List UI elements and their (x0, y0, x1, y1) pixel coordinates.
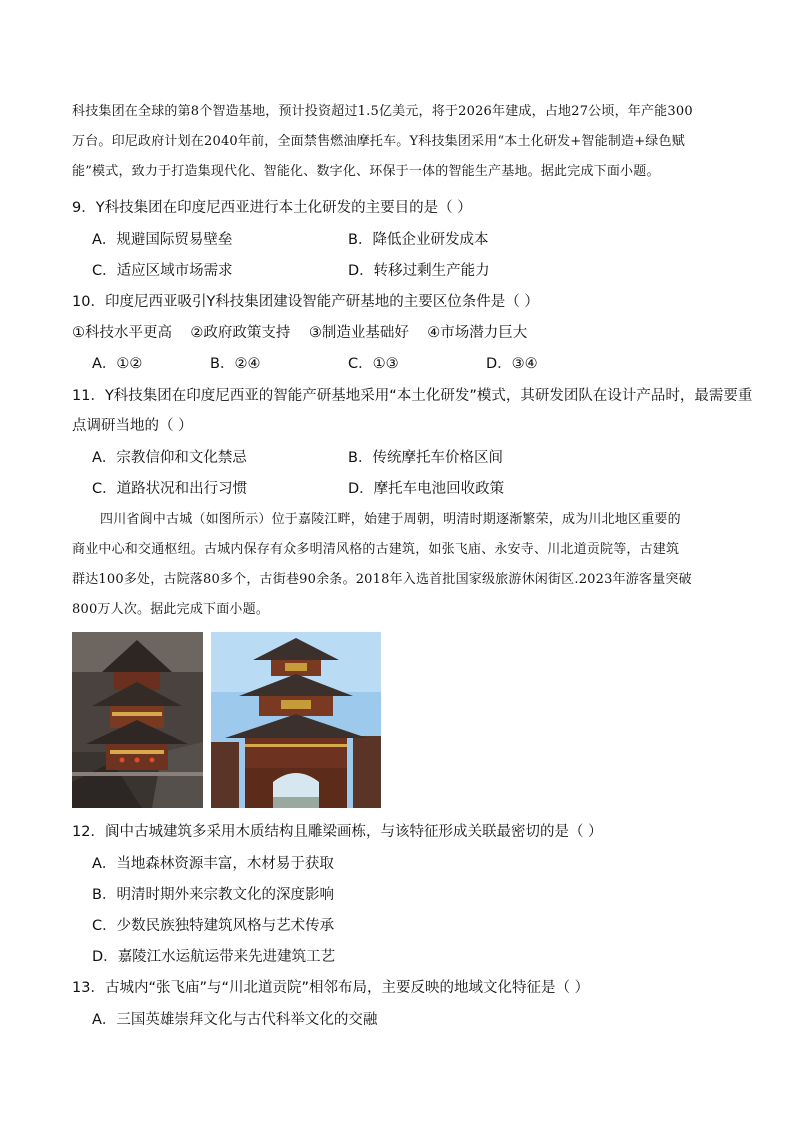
question-13-stem: 13．古城内“张飞庙”与“川北道贡院”相邻布局，主要反映的地域文化特征是（ ） (72, 980, 590, 996)
intro-line: 四川省阆中古城（如图所示）位于嘉陵江畔，始建于周朝，明清时期逐渐繁荣，成为川北地区重要的 (100, 512, 681, 527)
q9-option-c[interactable]: C．适应区域市场需求 (92, 263, 233, 279)
q12-option-b[interactable]: B．明清时期外来宗教文化的深度影响 (92, 887, 334, 903)
q10-option-a[interactable]: A．①② (92, 356, 143, 372)
q9-option-d[interactable]: D．转移过剩生产能力 (348, 263, 490, 279)
q13-option-a[interactable]: A．三国英雄崇拜文化与古代科举文化的交融 (92, 1012, 378, 1028)
q11-option-b[interactable]: B．传统摩托车价格区间 (348, 450, 503, 466)
question-11-stem: 11．Y科技集团在印度尼西亚的智能产研基地采用“本土化研发”模式，其研发团队在设计产品时，最需要重 (72, 388, 753, 404)
q12-option-d[interactable]: D．嘉陵江水运航运带来先进建筑工艺 (92, 949, 336, 965)
intro-line: 800万人次。据此完成下面小题。 (72, 602, 270, 617)
intro-line: 群达100多处，古院落80多个，古街巷90余条。2018年入选首批国家级旅游休闲街区.2023年游客量突破 (72, 572, 692, 587)
aerial-tower-photo (72, 632, 203, 808)
q9-option-a[interactable]: A．规避国际贸易壁垒 (92, 232, 233, 248)
question-9-stem: 9．Y科技集团在印度尼西亚进行本土化研发的主要目的是（ ） (72, 200, 472, 216)
q10-option-c[interactable]: C．①③ (348, 356, 399, 372)
question-10-items: ①科技水平更高 ②政府政策支持 ③制造业基础好 ④市场潜力巨大 (72, 325, 528, 341)
q12-option-a[interactable]: A．当地森林资源丰富，木材易于获取 (92, 856, 334, 872)
q11-option-c[interactable]: C．道路状况和出行习惯 (92, 481, 248, 497)
intro-line: 商业中心和交通枢纽。古城内保存有众多明清风格的古建筑，如张飞庙、永安寺、川北道贡院等，古建筑 (72, 542, 680, 557)
q11-option-a[interactable]: A．宗教信仰和文化禁忌 (92, 450, 247, 466)
intro-line: 万台。印尼政府计划在2040年前，全面禁售燃油摩托车。Y科技集团采用“本土化研发+智能制造+绿色赋 (72, 134, 685, 149)
question-10-stem: 10．印度尼西亚吸引Y科技集团建设智能产研基地的主要区位条件是（ ） (72, 294, 539, 310)
question-12-stem: 12．阆中古城建筑多采用木质结构且雕梁画栋，与该特征形成关联最密切的是（ ） (72, 824, 603, 840)
question-11-stem-cont: 点调研当地的（ ） (72, 418, 193, 434)
q10-option-d[interactable]: D．③④ (486, 356, 538, 372)
q10-option-b[interactable]: B．②④ (210, 356, 261, 372)
intro-paragraph-2 (72, 505, 724, 625)
q11-option-d[interactable]: D．摩托车电池回收政策 (348, 481, 505, 497)
q9-option-b[interactable]: B．降低企业研发成本 (348, 232, 489, 248)
intro-line: 科技集团在全球的第8个智造基地，预计投资超过1.5亿美元，将于2026年建成，占地27公顷，年产能300 (72, 104, 693, 119)
intro-paragraph-1 (72, 97, 724, 187)
gate-tower-photo (211, 632, 381, 808)
intro-line: 能”模式，致力于打造集现代化、智能化、数字化、环保于一体的智能生产基地。据此完成下面小题。 (72, 164, 660, 179)
q12-option-c[interactable]: C．少数民族独特建筑风格与艺术传承 (92, 918, 335, 934)
